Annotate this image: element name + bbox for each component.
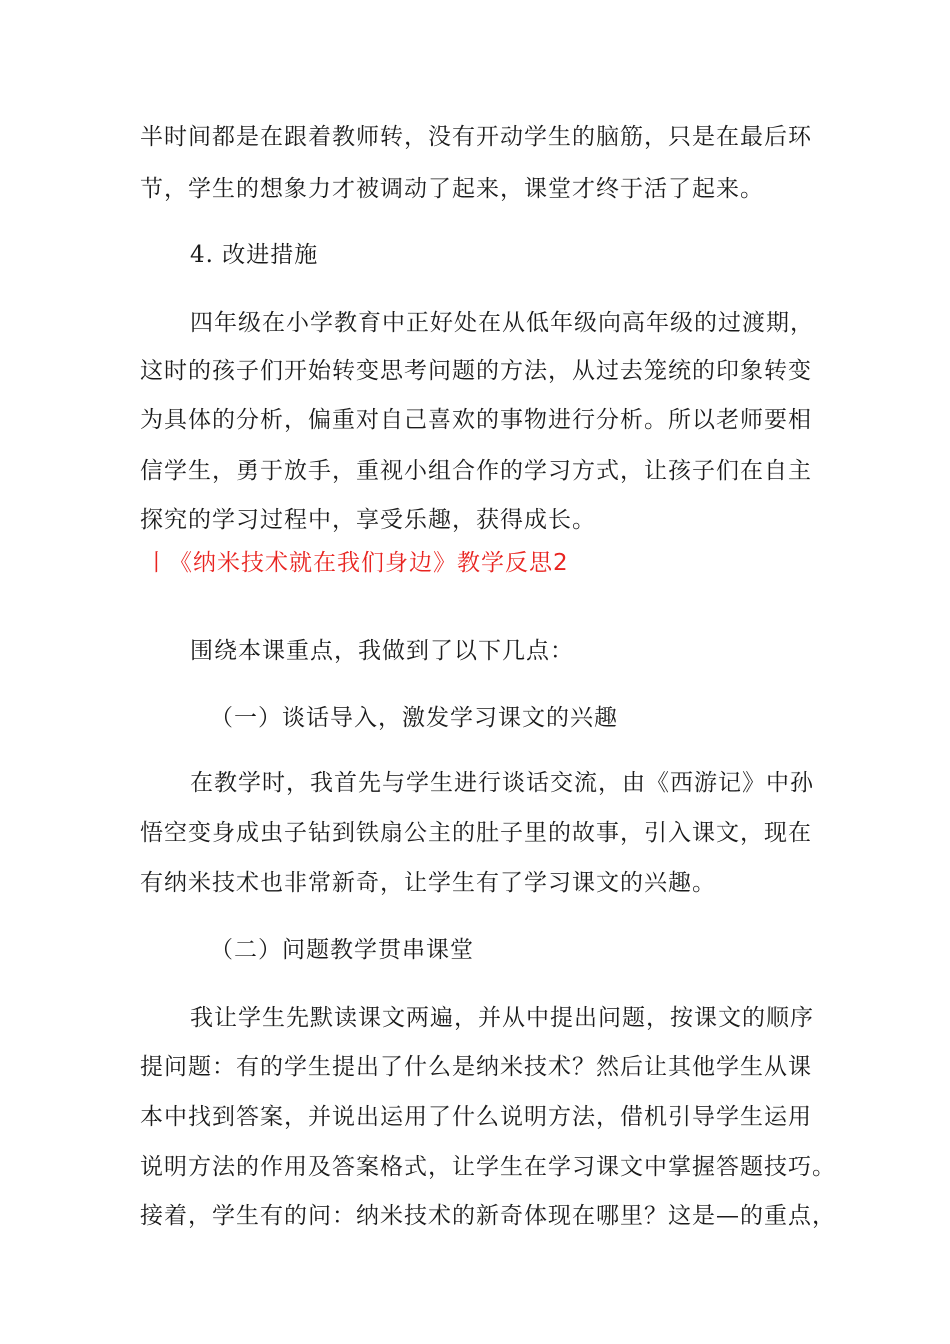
paragraph-line: 四年级在小学教育中正好处在从低年级向高年级的过渡期， xyxy=(190,310,814,336)
paragraph-line: 围绕本课重点，我做到了以下几点： xyxy=(190,638,574,664)
paragraph-line: 为具体的分析，偏重对自己喜欢的事物进行分析。所以老师要相 xyxy=(140,407,812,433)
paragraph-line: 我让学生先默读课文两遍，并从中提出问题，按课文的顺序 xyxy=(190,1005,814,1031)
paragraph-line: 探究的学习过程中，享受乐趣，获得成长。 xyxy=(140,507,596,533)
paragraph-line: 接着，学生有的问：纳米技术的新奇体现在哪里？这是—的重点， xyxy=(140,1203,836,1229)
paragraph-line: 本中找到答案，并说出运用了什么说明方法，借机引导学生运用 xyxy=(140,1104,812,1130)
section-subheading: （二）问题教学贯串课堂 xyxy=(210,937,474,963)
paragraph-line: 半时间都是在跟着教师转，没有开动学生的脑筋，只是在最后环 xyxy=(140,124,812,150)
paragraph-line: 信学生，勇于放手，重视小组合作的学习方式，让孩子们在自主 xyxy=(140,458,812,484)
paragraph-line: 提问题：有的学生提出了什么是纳米技术？然后让其他学生从课 xyxy=(140,1054,812,1080)
section-heading: 丨《纳米技术就在我们身边》教学反思2 xyxy=(145,550,569,576)
paragraph-line: 这时的孩子们开始转变思考问题的方法，从过去笼统的印象转变 xyxy=(140,358,812,384)
paragraph-line: 有纳米技术也非常新奇，让学生有了学习课文的兴趣。 xyxy=(140,870,716,896)
paragraph-line: 节，学生的想象力才被调动了起来，课堂才终于活了起来。 xyxy=(140,176,764,202)
paragraph-line: 在教学时，我首先与学生进行谈话交流，由《西游记》中孙 xyxy=(190,770,814,796)
paragraph-line: 说明方法的作用及答案格式，让学生在学习课文中掌握答题技巧。 xyxy=(140,1154,836,1180)
paragraph-line: 悟空变身成虫子钻到铁扇公主的肚子里的故事，引入课文，现在 xyxy=(140,820,812,846)
section-subheading: 4. 改进措施 xyxy=(190,242,319,268)
section-subheading: （一）谈话导入，激发学习课文的兴趣 xyxy=(210,705,618,731)
